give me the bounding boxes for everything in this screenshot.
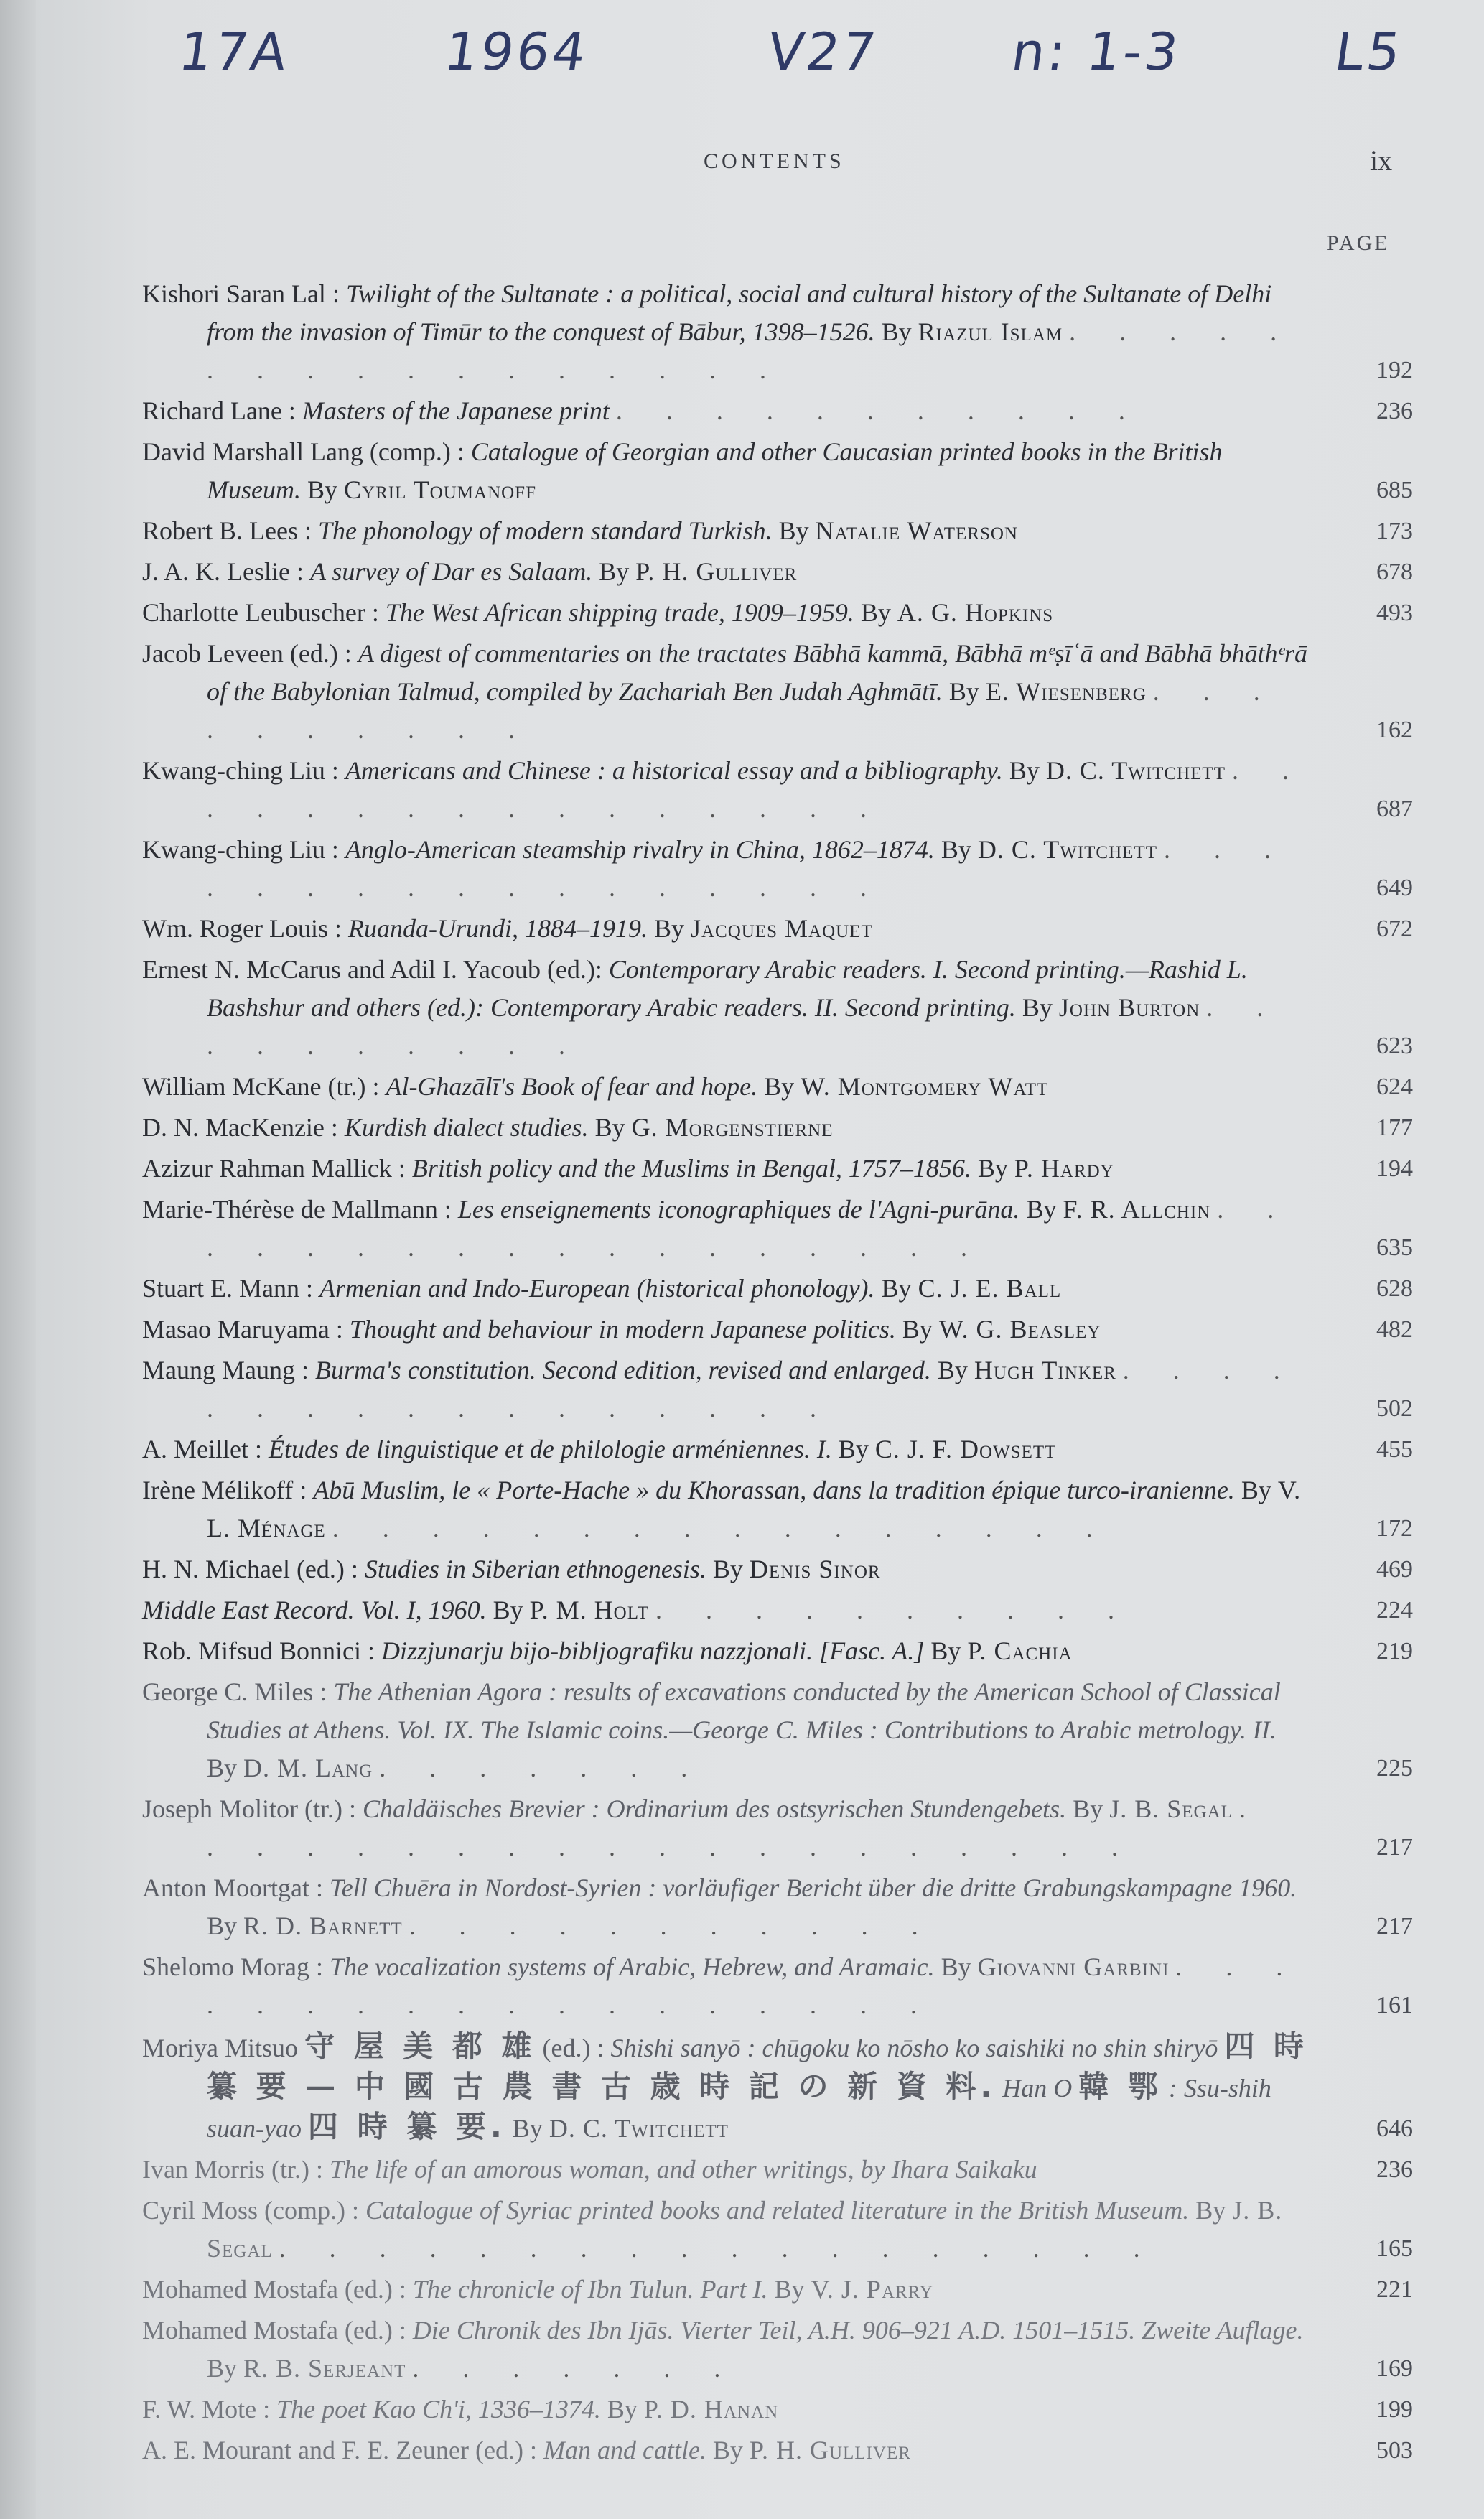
entry-by: By bbox=[307, 475, 337, 504]
contents-entry: Kishori Saran Lal : Twilight of the Sultanate : a political, social and cultural history of the Sultanate of Delhi from the invasion of Timūr to the conquest of Bābur, 1398–1526. By Riazul Islam . . . . . . . . . . . . . . . . . 192 bbox=[142, 275, 1413, 389]
entry-title: Armenian and Indo-European (historical phonology). bbox=[319, 1274, 875, 1303]
contents-entry bbox=[142, 1632, 1413, 1670]
entry-author: Irène Mélikoff : bbox=[142, 1476, 307, 1504]
entry-by: By bbox=[493, 1596, 523, 1624]
entry-by: By bbox=[941, 1952, 971, 1981]
entry-author: A. E. Mourant and F. E. Zeuner (ed.) : bbox=[142, 2436, 537, 2464]
entry-author: Shelomo Morag : bbox=[142, 1952, 323, 1981]
entry-page: 194 bbox=[1376, 1155, 1413, 1182]
entry-reviewer: J. B. Segal bbox=[1109, 1794, 1233, 1823]
entry-page: 192 bbox=[1376, 357, 1413, 383]
entry-page: 173 bbox=[1376, 518, 1413, 544]
entry-by: By bbox=[838, 1435, 869, 1463]
entry-page: 628 bbox=[1376, 1275, 1413, 1302]
entry-title: Catalogue of Syriac printed books and related literature in the British Museum. bbox=[365, 2196, 1190, 2225]
entry-author: A. Meillet : bbox=[142, 1435, 262, 1463]
entry-reviewer: Natalie Waterson bbox=[815, 516, 1018, 545]
entry-title: Burma's constitution. Second edition, revised and enlarged. bbox=[314, 1356, 931, 1384]
entry-reviewer: Cyril Toumanoff bbox=[344, 475, 536, 504]
contents-entry: Jacob Leveen (ed.) : A digest of commentaries on the tractates Bābhā kammā, Bābhā mᵉṣīʿā and Bābhā bhāthᵉrā of the Babylonian Talmud, compiled by Zachariah Ben Judah Aghmātī. By E. Wiesenberg . . . . . . . . . . 162 bbox=[142, 635, 1413, 749]
entry-page: 482 bbox=[1376, 1316, 1413, 1343]
entry-title: Anglo-American steamship rivalry in China, 1862–1874. bbox=[345, 835, 935, 864]
entry-page: 646 bbox=[1376, 2115, 1413, 2142]
entry-author: Kwang-ching Liu : bbox=[142, 756, 339, 785]
entry-page: 169 bbox=[1376, 2355, 1413, 2382]
contents-page bbox=[36, 0, 1484, 2519]
entry-by: By bbox=[512, 2114, 543, 2143]
book-spine-shadow bbox=[0, 0, 36, 2519]
entry-author: Kishori Saran Lal : bbox=[142, 279, 340, 308]
entry-author: Masao Maruyama : bbox=[142, 1315, 343, 1344]
entry-by: By bbox=[902, 1315, 933, 1344]
entry-reviewer: Giovanni Garbini bbox=[977, 1952, 1170, 1981]
entry-reviewer: C. J. F. Dowsett bbox=[874, 1435, 1057, 1463]
entry-title: The life of an amorous woman, and other writings, by Ihara Saikaku bbox=[329, 2155, 1037, 2184]
contents-entry: Kwang-ching Liu : Americans and Chinese : a historical essay and a bibliography. By D. C. Twitchett . . . . . . . . . . . . . . . . 687 bbox=[142, 752, 1413, 828]
contents-entry bbox=[142, 2390, 1413, 2429]
entry-author: Marie-Thérèse de Mallmann : bbox=[142, 1195, 452, 1224]
running-head: CONTENTS bbox=[704, 149, 845, 173]
entry-reviewer: W. Montgomery Watt bbox=[801, 1072, 1049, 1101]
entry-by: By bbox=[1195, 2196, 1226, 2225]
entry-page: 199 bbox=[1376, 2396, 1413, 2423]
entry-author: Robert B. Lees : bbox=[142, 516, 312, 545]
entry-title: Contemporary Arabic readers. I. Second printing.—Rashid L. Bashshur and others (ed.): Contemporary Arabic readers. II. Second printing. bbox=[207, 955, 1248, 1022]
contents-entry bbox=[142, 2271, 1413, 2309]
entry-title: The poet Kao Ch'i, 1336–1374. bbox=[276, 2395, 601, 2423]
contents-entry bbox=[142, 433, 1413, 509]
entry-reviewer: F. R. Allchin bbox=[1063, 1195, 1211, 1224]
entry-title: The Athenian Agora : results of excavations conducted by the American School of Classical Studies at Athens. Vol. IX. The Islamic coins.—George C. Miles : Contributions to Arabic metrology. II. bbox=[207, 1677, 1281, 1744]
entry-by: By bbox=[599, 557, 630, 586]
entry-author: Richard Lane : bbox=[142, 396, 296, 425]
entry-reviewer: P. H. Gulliver bbox=[749, 2436, 911, 2464]
entry-author: Anton Moortgat : bbox=[142, 1873, 323, 1902]
entry-reviewer: John Burton bbox=[1058, 993, 1200, 1022]
entry-page: 502 bbox=[1376, 1395, 1413, 1422]
entry-author: J. A. K. Leslie : bbox=[142, 557, 304, 586]
entry-title: Man and cattle. bbox=[543, 2436, 706, 2464]
entry-by: By bbox=[1009, 756, 1040, 785]
contents-entry bbox=[142, 1430, 1413, 1468]
entry-reviewer: Jacques Maquet bbox=[690, 914, 873, 943]
entry-title: The phonology of modern standard Turkish. bbox=[317, 516, 773, 545]
contents-entry: Ernest N. McCarus and Adil I. Yacoub (ed.): Contemporary Arabic readers. I. Second printing.—Rashid L. Bashshur and others (ed.): Contemporary Arabic readers. II. Second printing. By John Burton . . . . . . . . . . 623 bbox=[142, 951, 1413, 1065]
entry-page: 455 bbox=[1376, 1436, 1413, 1463]
entry-page: 623 bbox=[1376, 1033, 1413, 1059]
entry-page: 236 bbox=[1376, 2156, 1413, 2183]
entry-title: A survey of Dar es Salaam. bbox=[309, 557, 593, 586]
contents-entry: Richard Lane : Masters of the Japanese print . . . . . . . . . . . 236 bbox=[142, 392, 1413, 430]
entry-reviewer: P. D. Hanan bbox=[643, 2395, 779, 2423]
entry-page: 162 bbox=[1376, 717, 1413, 743]
entry-title: Chaldäisches Brevier : Ordinarium des ostsyrischen Stundengebets. bbox=[362, 1794, 1067, 1823]
contents-entry bbox=[142, 2151, 1413, 2189]
handwriting-volume: V27 bbox=[764, 22, 882, 82]
entry-reviewer: D. C. Twitchett bbox=[1045, 756, 1226, 785]
entry-title: Americans and Chinese : a historical essay and a bibliography. bbox=[345, 756, 1003, 785]
handwriting-volume-code: 17A bbox=[175, 22, 294, 82]
entry-reviewer: P. Cachia bbox=[967, 1636, 1073, 1665]
entry-author: Jacob Leveen (ed.) : bbox=[142, 639, 352, 668]
entry-by: By bbox=[937, 1356, 968, 1384]
page-folio: ix bbox=[1370, 144, 1393, 177]
entry-author: Cyril Moss (comp.) : bbox=[142, 2196, 359, 2225]
entry-reviewer: G. Morgenstierne bbox=[631, 1113, 834, 1142]
entry-by: By bbox=[1026, 1195, 1057, 1224]
entry-author: D. N. MacKenzie : bbox=[142, 1113, 338, 1142]
handwriting-location: L5 bbox=[1331, 22, 1407, 82]
entry-page: 217 bbox=[1376, 1834, 1413, 1861]
entry-reviewer: R. D. Barnett bbox=[243, 1912, 403, 1940]
entry-title: Tell Chuēra in Nordost-Syrien : vorläufiger Bericht über die dritte Grabungskampagne 1960. bbox=[329, 1873, 1297, 1902]
entry-reviewer: C. J. E. Ball bbox=[918, 1274, 1062, 1303]
entry-by: By bbox=[948, 677, 979, 706]
contents-entry: Anton Moortgat : Tell Chuēra in Nordost-Syrien : vorläufiger Bericht über die dritte Grabungskampagne 1960. By R. D. Barnett . . . . . . . . . . . 217 bbox=[142, 1869, 1413, 1945]
entry-author: Charlotte Leubuscher : bbox=[142, 598, 379, 627]
entry-title: Les enseignements iconographiques de l'Agni-purāna. bbox=[457, 1195, 1020, 1224]
entry-page: 224 bbox=[1376, 1597, 1413, 1624]
entry-by: By bbox=[1241, 1476, 1271, 1504]
entry-author: Ernest N. McCarus and Adil I. Yacoub (ed.): bbox=[142, 955, 602, 984]
entry-author: Moriya Mitsuo bbox=[142, 2034, 299, 2062]
contents-entry bbox=[142, 1150, 1413, 1188]
entry-by: By bbox=[881, 1274, 912, 1303]
entry-name-cjk: 韓 鄂 bbox=[1078, 2069, 1162, 2104]
entry-page: 177 bbox=[1376, 1114, 1413, 1141]
entry-page: 672 bbox=[1376, 916, 1413, 942]
entry-reviewer: P. Hardy bbox=[1014, 1154, 1114, 1183]
entry-page: 225 bbox=[1376, 1755, 1413, 1782]
entry-title-part3: : Ssu-shih suan-yao bbox=[207, 2074, 1271, 2143]
entry-title: Dizzjunarju bijo-bibljografiku nazzjonali. [Fasc. A.] bbox=[381, 1636, 925, 1665]
contents-entry bbox=[142, 553, 1413, 591]
contents-entry bbox=[142, 1550, 1413, 1588]
contents-entry: Marie-Thérèse de Mallmann : Les enseignements iconographiques de l'Agni-purāna. By F. R. Allchin . . . . . . . . . . . . . . . . . . 635 bbox=[142, 1191, 1413, 1267]
contents-entry bbox=[142, 1068, 1413, 1106]
entry-author: Mohamed Mostafa (ed.) : bbox=[142, 2316, 406, 2345]
entry-by: By bbox=[881, 317, 912, 346]
handwritten-shelfmark bbox=[175, 22, 1472, 86]
entry-title: British policy and the Muslims in Bengal, 1757–1856. bbox=[411, 1154, 971, 1183]
entry-page: 503 bbox=[1376, 2437, 1413, 2464]
entry-author: Joseph Molitor (tr.) : bbox=[142, 1794, 356, 1823]
page-column-heading: PAGE bbox=[1327, 231, 1390, 255]
contents-entry: Maung Maung : Burma's constitution. Second edition, revised and enlarged. By Hugh Tinker . . . . . . . . . . . . . . . . . 502 bbox=[142, 1351, 1413, 1428]
entry-reviewer: E. Wiesenberg bbox=[985, 677, 1147, 706]
entry-page: 236 bbox=[1376, 398, 1413, 424]
entry-reviewer: P. M. Holt bbox=[529, 1596, 649, 1624]
contents-entry bbox=[142, 2431, 1413, 2469]
handwriting-year: 1964 bbox=[441, 22, 593, 82]
entry-by: By bbox=[930, 1636, 961, 1665]
entry-author: Wm. Roger Louis : bbox=[142, 914, 342, 943]
entry-reviewer: Hugh Tinker bbox=[974, 1356, 1116, 1384]
entry-author: Ivan Morris (tr.) : bbox=[142, 2155, 323, 2184]
entry-by: By bbox=[1022, 993, 1053, 1022]
entry-by: By bbox=[607, 2395, 638, 2423]
entry-title: Al-Ghazālī's Book of fear and hope. bbox=[386, 1072, 758, 1101]
entry-reviewer: Denis Sinor bbox=[749, 1555, 881, 1583]
entry-title: Middle East Record. Vol. I, 1960. bbox=[142, 1596, 487, 1624]
contents-entry: Middle East Record. Vol. I, 1960. By P. M. Holt . . . . . . . . . . 224 bbox=[142, 1591, 1413, 1629]
entry-title: Masters of the Japanese print bbox=[302, 396, 610, 425]
contents-entry bbox=[142, 594, 1413, 632]
entry-reviewer: V. J. Parry bbox=[811, 2275, 934, 2304]
entry-author: Rob. Mifsud Bonnici : bbox=[142, 1636, 375, 1665]
contents-entry: George C. Miles : The Athenian Agora : results of excavations conducted by the American School of Classical Studies at Athens. Vol. IX. The Islamic coins.—George C. Miles : Contributions to Arabic metrology. II. By D. M. Lang . . . . . . . 225 bbox=[142, 1673, 1413, 1787]
entry-page: 469 bbox=[1376, 1556, 1413, 1583]
entry-author: George C. Miles : bbox=[142, 1677, 327, 1706]
entry-author: David Marshall Lang (comp.) : bbox=[142, 437, 465, 466]
entry-author: Azizur Rahman Mallick : bbox=[142, 1154, 406, 1183]
contents-entry: Irène Mélikoff : Abū Muslim, le « Porte-Hache » du Khorassan, dans la tradition épique turco-iranienne. By V. L. Ménage . . . . . . . . . . . . . . . . 172 bbox=[142, 1471, 1413, 1547]
entry-by: By bbox=[207, 2354, 238, 2383]
entry-title-part2: Han O bbox=[1002, 2074, 1073, 2103]
entry-by: By bbox=[778, 516, 809, 545]
contents-list bbox=[142, 275, 1413, 2472]
entry-title: Catalogue of Georgian and other Caucasian printed books in the British Museum. bbox=[207, 437, 1223, 504]
entry-author: Mohamed Mostafa (ed.) : bbox=[142, 2275, 406, 2304]
entry-page: 687 bbox=[1376, 796, 1413, 822]
entry-title-cjk: 四 時 纂 要 — 中 國 古 農 書 古 歳 時 記 の 新 資 料. bbox=[207, 2029, 1309, 2104]
entry-title: Kurdish dialect studies. bbox=[344, 1113, 589, 1142]
entry-by: By bbox=[941, 835, 971, 864]
entry-by: By bbox=[764, 1072, 795, 1101]
entry-reviewer: D. C. Twitchett bbox=[977, 835, 1157, 864]
entry-title: Die Chronik des Ibn Ijās. Vierter Teil, A.H. 906–921 A.D. 1501–1515. Zweite Auflage. bbox=[412, 2316, 1304, 2345]
entry-author-cjk: 守 屋 美 都 雄 bbox=[304, 2029, 536, 2064]
entry-reviewer: P. H. Gulliver bbox=[635, 557, 798, 586]
contents-entry bbox=[142, 1310, 1413, 1349]
entry-title: A digest of commentaries on the tractates Bābhā kammā, Bābhā mᵉṣīʿā and Bābhā bhāthᵉrā of the Babylonian Talmud, compiled by Zachariah Ben Judah Aghmātī. bbox=[207, 639, 1307, 706]
entry-by: By bbox=[860, 598, 891, 627]
contents-entry: Kwang-ching Liu : Anglo-American steamship rivalry in China, 1862–1874. By D. C. Twitchett . . . . . . . . . . . . . . . . . 649 bbox=[142, 831, 1413, 907]
entry-by: By bbox=[207, 1754, 238, 1782]
contents-entry bbox=[142, 1109, 1413, 1147]
entry-by: By bbox=[653, 914, 684, 943]
entry-title: Studies in Siberian ethnogenesis. bbox=[364, 1555, 706, 1583]
entry-title: The vocalization systems of Arabic, Hebrew, and Aramaic. bbox=[329, 1952, 935, 1981]
entry-title: Abū Muslim, le « Porte-Hache » du Khorassan, dans la tradition épique turco-iranienne. bbox=[313, 1476, 1235, 1504]
contents-entry bbox=[142, 512, 1413, 550]
entry-page: 685 bbox=[1376, 477, 1413, 503]
contents-entry bbox=[142, 2027, 1413, 2148]
entry-by: By bbox=[977, 1154, 1008, 1183]
entry-author-suffix: (ed.) : bbox=[542, 2034, 605, 2062]
entry-author: William McKane (tr.) : bbox=[142, 1072, 380, 1101]
entry-page: 217 bbox=[1376, 1913, 1413, 1940]
entry-reviewer: R. B. Serjeant bbox=[243, 2354, 406, 2383]
contents-entry: Joseph Molitor (tr.) : Chaldäisches Brevier : Ordinarium des ostsyrischen Stundengebets. By J. B. Segal . . . . . . . . . . . . . . . . . . . . 217 bbox=[142, 1790, 1413, 1866]
entry-by: By bbox=[207, 1912, 238, 1940]
entry-reviewer: V. L. Ménage bbox=[207, 1476, 1302, 1542]
entry-by: By bbox=[712, 1555, 743, 1583]
entry-page: 493 bbox=[1376, 600, 1413, 626]
entry-reviewer: W. G. Beasley bbox=[938, 1315, 1101, 1344]
entry-page: 635 bbox=[1376, 1234, 1413, 1261]
entry-by: By bbox=[712, 2436, 743, 2464]
entry-author: F. W. Mote : bbox=[142, 2395, 271, 2423]
entry-reviewer: A. G. Hopkins bbox=[897, 598, 1054, 627]
entry-title: The chronicle of Ibn Tulun. Part I. bbox=[412, 2275, 768, 2304]
entry-reviewer: D. M. Lang bbox=[243, 1754, 373, 1782]
contents-entry: Shelomo Morag : The vocalization systems of Arabic, Hebrew, and Aramaic. By Giovanni Garbini . . . . . . . . . . . . . . . . . . 161 bbox=[142, 1948, 1413, 2024]
entry-author: Stuart E. Mann : bbox=[142, 1274, 313, 1303]
entry-page: 161 bbox=[1376, 1992, 1413, 2019]
entry-title: The West African shipping trade, 1909–1959. bbox=[385, 598, 854, 627]
entry-reviewer: D. C. Twitchett bbox=[549, 2114, 729, 2143]
contents-entry bbox=[142, 910, 1413, 948]
entry-page: 165 bbox=[1376, 2235, 1413, 2262]
entry-title: Shishi sanyō : chūgoku ko nōsho ko saishiki no shin shiryō bbox=[610, 2034, 1218, 2062]
entry-page: 624 bbox=[1376, 1074, 1413, 1100]
contents-entry: Cyril Moss (comp.) : Catalogue of Syriac printed books and related literature in the British Museum. By J. B. Segal . . . . . . . . . . . . . . . . . . 165 bbox=[142, 2192, 1413, 2268]
entry-page: 172 bbox=[1376, 1515, 1413, 1542]
entry-title: Ruanda-Urundi, 1884–1919. bbox=[347, 914, 648, 943]
entry-title-cjk-short: 四 時 纂 要. bbox=[307, 2109, 506, 2144]
entry-by: By bbox=[1073, 1794, 1103, 1823]
entry-author: H. N. Michael (ed.) : bbox=[142, 1555, 358, 1583]
entry-page: 219 bbox=[1376, 1638, 1413, 1664]
contents-entry bbox=[142, 1270, 1413, 1308]
entry-title: Thought and behaviour in modern Japanese politics. bbox=[349, 1315, 896, 1344]
entry-author: Kwang-ching Liu : bbox=[142, 835, 339, 864]
entry-reviewer: Riazul Islam bbox=[918, 317, 1063, 346]
entry-title: Twilight of the Sultanate : a political, social and cultural history of the Sultanate of Delhi from the invasion of Timūr to the conquest of Bābur, 1398–1526. bbox=[207, 279, 1272, 346]
entry-page: 221 bbox=[1376, 2276, 1413, 2303]
entry-page: 678 bbox=[1376, 559, 1413, 585]
entry-title: Études de linguistique et de philologie arméniennes. I. bbox=[268, 1435, 832, 1463]
entry-reviewer: J. B. Segal bbox=[207, 2196, 1283, 2263]
entry-author: Maung Maung : bbox=[142, 1356, 309, 1384]
entry-by: By bbox=[774, 2275, 805, 2304]
handwriting-numbers: n: 1-3 bbox=[1008, 22, 1185, 82]
entry-by: By bbox=[594, 1113, 625, 1142]
entry-page: 649 bbox=[1376, 875, 1413, 901]
contents-entry: Mohamed Mostafa (ed.) : Die Chronik des Ibn Ijās. Vierter Teil, A.H. 906–921 A.D. 1501–1515. Zweite Auflage. By R. B. Serjeant . . . . . . . 169 bbox=[142, 2311, 1413, 2388]
